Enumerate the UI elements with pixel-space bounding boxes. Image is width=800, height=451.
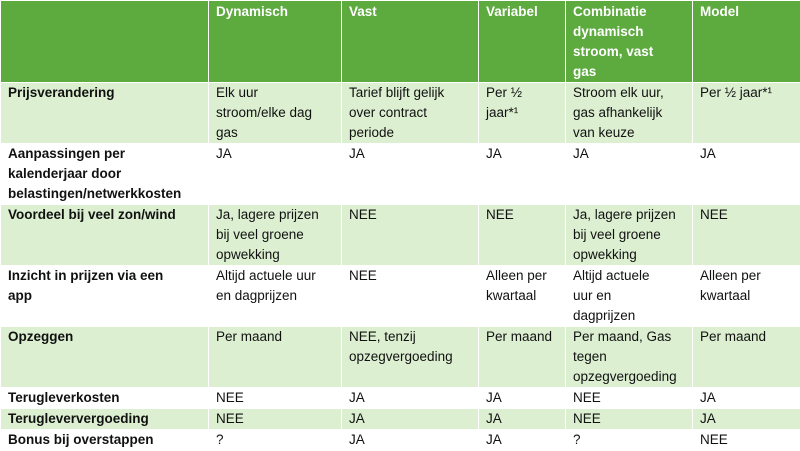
cell-line: opwekking [216,245,337,265]
row-label-cell [1,144,209,205]
cell-line: NEE [700,205,796,225]
row-label-cell [1,266,209,327]
header-cell-model [693,1,800,83]
header-cell-empty [1,1,209,83]
row-label-cell [1,83,209,144]
table-cell [342,144,479,205]
header-line: Model [700,2,796,22]
cell-line: JA [700,144,796,164]
table-row-aanpassingen [1,144,800,205]
header-cell-dynamisch [209,1,342,83]
table-cell [566,327,693,388]
cell-line: Ja, lagere prijzen [216,205,337,225]
table-row-opzeggen [1,327,800,388]
table-cell [342,430,479,451]
cell-line: NEE [216,388,337,408]
cell-line: JA [486,388,561,408]
cell-line: Bonus bij overstappen [8,430,204,450]
table-cell [209,327,342,388]
cell-line: JA [486,409,561,429]
table-cell [342,266,479,327]
header-line: stroom, vast [573,42,688,62]
cell-line: ? [216,430,337,450]
cell-line: bij veel groene [573,225,688,245]
cell-line: JA [700,409,796,429]
table-cell [693,388,800,409]
table-cell [693,205,800,266]
cell-line: Per maand [700,327,796,347]
table-cell [209,430,342,451]
table-row-terugleververgoeding [1,409,800,430]
cell-line: bij veel groene [216,225,337,245]
cell-line: app [8,286,204,306]
table-cell [209,266,342,327]
cell-line: JA [573,144,688,164]
cell-line: NEE [573,388,688,408]
header-cell-vast [342,1,479,83]
cell-line: van keuze [573,123,688,143]
row-label-cell [1,388,209,409]
cell-line: Altijd actuele [573,266,688,286]
table-cell [479,409,566,430]
table-cell [566,144,693,205]
cell-line: NEE, tenzij [349,327,474,347]
cell-line: opzegvergoeding [573,367,688,387]
table-cell [566,409,693,430]
table-cell [479,430,566,451]
table-cell [479,83,566,144]
table-cell [693,83,800,144]
cell-line: kwartaal [700,286,796,306]
table-cell [566,266,693,327]
header-line: dynamisch [573,22,688,42]
cell-line: ? [573,430,688,450]
cell-line: Opzeggen [8,327,204,347]
table-cell [209,409,342,430]
cell-line: JA [700,388,796,408]
table-cell [209,205,342,266]
row-label-cell [1,327,209,388]
cell-line: Terugleverkosten [8,388,204,408]
header-line: Variabel [486,2,561,22]
cell-line: Stroom elk uur, [573,83,688,103]
cell-line: NEE [349,266,474,286]
cell-line: NEE [573,409,688,429]
cell-line: tegen [573,347,688,367]
table-cell [342,83,479,144]
table-cell [342,205,479,266]
cell-line: Alleen per [486,266,561,286]
cell-line: kwartaal [486,286,561,306]
cell-line: JA [349,388,474,408]
table-cell [566,205,693,266]
cell-line: JA [349,409,474,429]
header-row [1,1,800,83]
table-row-bonus [1,430,800,451]
table-cell [566,388,693,409]
table-cell [209,144,342,205]
cell-line: opwekking [573,245,688,265]
table-cell [479,144,566,205]
table-cell [342,388,479,409]
row-label-cell [1,409,209,430]
cell-line: opzegvergoeding [349,347,474,367]
cell-line: uur en [573,286,688,306]
cell-line: NEE [216,409,337,429]
cell-line: gas afhankelijk [573,103,688,123]
table-row-voordeel [1,205,800,266]
cell-line: Inzicht in prijzen via een [8,266,204,286]
table-cell [479,205,566,266]
cell-line: periode [349,123,474,143]
cell-line: jaar*¹ [486,103,561,123]
cell-line: Voordeel bij veel zon/wind [8,205,204,225]
cell-line: Prijsverandering [8,83,204,103]
cell-line: Tarief blijft gelijk [349,83,474,103]
table-cell [479,388,566,409]
row-label-cell [1,205,209,266]
table-cell [693,144,800,205]
cell-line: JA [216,144,337,164]
cell-line: en dagprijzen [216,286,337,306]
table-cell [566,430,693,451]
table-cell [566,83,693,144]
table-cell [693,266,800,327]
cell-line: NEE [700,430,796,450]
cell-line: Elk uur [216,83,337,103]
table-cell [479,266,566,327]
cell-line: Alleen per [700,266,796,286]
cell-line: JA [349,144,474,164]
table-row-inzicht [1,266,800,327]
header-line: Combinatie [573,2,688,22]
cell-line: kalenderjaar door [8,164,204,184]
cell-line: belastingen/netwerkkosten [8,184,204,204]
table-cell [209,388,342,409]
cell-line: Per ½ [486,83,561,103]
header-line: Dynamisch [216,2,337,22]
table-row-prijsverandering [1,83,800,144]
table-cell [693,409,800,430]
header-line: Vast [349,2,474,22]
cell-line: Per maand [216,327,337,347]
header-cell-combinatie [566,1,693,83]
header-line: gas [573,62,688,82]
table-cell [209,83,342,144]
table-cell [693,430,800,451]
cell-line: NEE [349,205,474,225]
cell-line: Per maand, Gas [573,327,688,347]
cell-line: JA [486,430,561,450]
cell-line: Ja, lagere prijzen [573,205,688,225]
row-label-cell [1,430,209,451]
table-row-terugleverkosten [1,388,800,409]
cell-line: stroom/elke dag [216,103,337,123]
header-cell-variabel [479,1,566,83]
table-cell [342,409,479,430]
cell-line: gas [216,123,337,143]
table-cell [342,327,479,388]
cell-line: dagprijzen [573,306,688,326]
cell-line: Terugleververgoeding [8,409,204,429]
cell-line: Aanpassingen per [8,144,204,164]
table-cell [693,327,800,388]
cell-line: NEE [486,205,561,225]
table-cell [479,327,566,388]
cell-line: JA [486,144,561,164]
cell-line: Per ½ jaar*¹ [700,83,796,103]
cell-line: over contract [349,103,474,123]
cell-line: Altijd actuele uur [216,266,337,286]
cell-line: JA [349,430,474,450]
cell-line: Per maand [486,327,561,347]
